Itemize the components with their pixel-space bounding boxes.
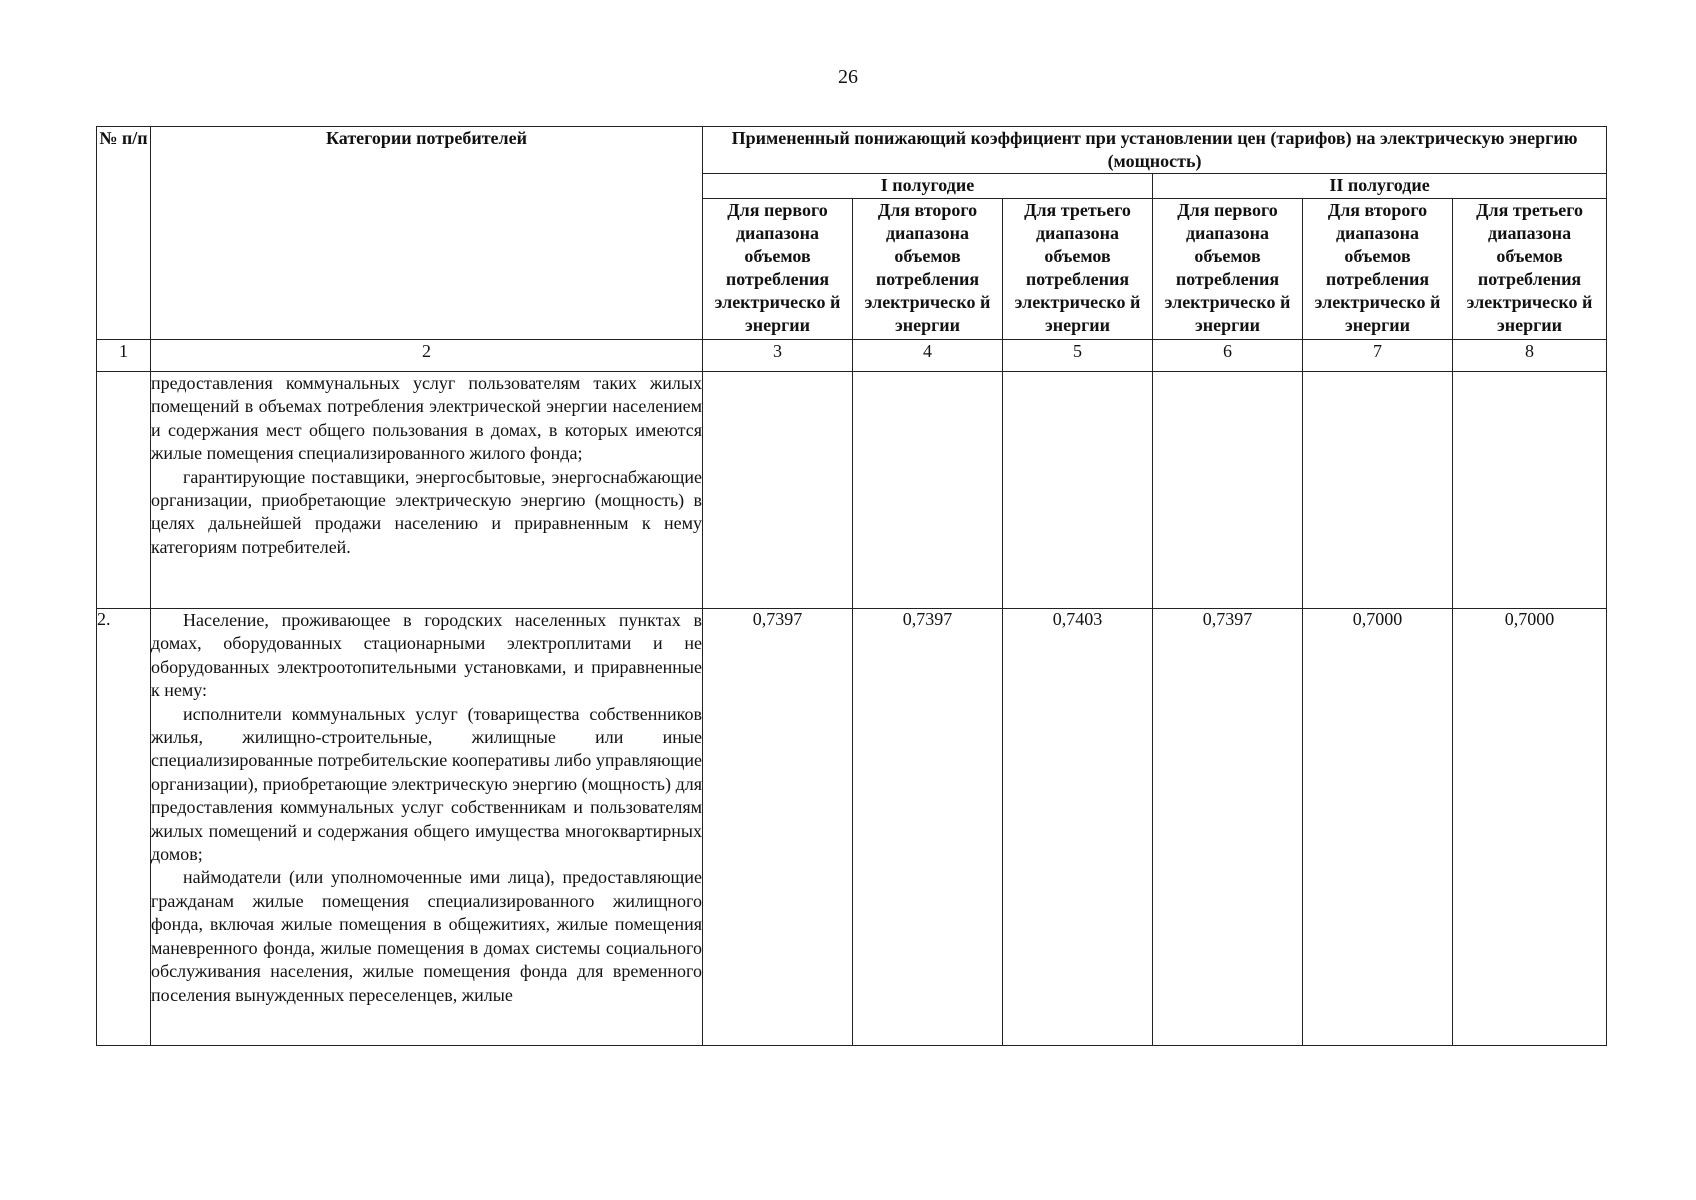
row-number: 2. [97, 609, 151, 1046]
column-number: 5 [1003, 340, 1153, 372]
coefficient-value: 0,7403 [1003, 609, 1153, 1046]
page-number: 26 [838, 66, 858, 88]
header-half-year-2: II полугодие [1153, 174, 1607, 199]
category-paragraph: исполнители коммунальных услуг (товарищества собственников жилья, жилищно-строительные, жилищные или иные специализированные потребительские кооперативы либо управляющие организации), приобретающие электрическую энергию (мощность) для предоставления коммунальных услуг собственникам и пользователям жилых помещений и содержания общего имущества многоквартирных домов; [151, 703, 702, 865]
category-paragraph: предоставления коммунальных услуг пользователям таких жилых помещений в объемах потребления электрической энергии населением и содержания мест общего пользования в домах, в которых имеются жилые помещения специализированного жилого фонда; [151, 373, 702, 464]
coefficient-value: 0,7000 [1303, 609, 1453, 1046]
header-category: Категории потребителей [151, 127, 703, 340]
coefficient-value [1003, 372, 1153, 609]
column-number: 2 [151, 340, 703, 372]
table-row [97, 609, 1607, 1046]
column-number: 4 [853, 340, 1003, 372]
coefficient-value [703, 372, 853, 609]
header-coefficient: Примененный понижающий коэффициент при установлении цен (тарифов) на электрическую энергию (мощность) [703, 127, 1607, 174]
column-number: 7 [1303, 340, 1453, 372]
category-paragraph: гарантирующие поставщики, энергосбытовые, энергоснабжающие организации, приобретающие электрическую энергию (мощность) в целях дальнейшей продажи населению и приравненным к нему категориям потребителей. [151, 466, 702, 557]
row-number [97, 372, 151, 609]
category-paragraph: наймодатели (или уполномоченные ими лица), предоставляющие гражданам жилые помещения специализированного жилищного фонда, включая жилые помещения в общежитиях, жилые помещения маневренного фонда, жилые помещения в домах системы социального обслуживания населения, жилые помещения фонда для временного поселения вынужденных переселенцев, жилые [151, 867, 702, 1005]
tariff-coefficient-table [96, 126, 1607, 1046]
coefficient-value: 0,7397 [703, 609, 853, 1046]
coefficient-value: 0,7397 [853, 609, 1003, 1046]
column-number: 8 [1453, 340, 1607, 372]
coefficient-value [1153, 372, 1303, 609]
header-range-3-h2: Для третьего диапазона объемов потребления электрическо й энергии [1453, 199, 1607, 340]
category-description [151, 609, 703, 1046]
coefficient-value [1453, 372, 1607, 609]
coefficient-value: 0,7000 [1453, 609, 1607, 1046]
coefficient-value [1303, 372, 1453, 609]
header-range-1-h2: Для первого диапазона объемов потребления электрическо й энергии [1153, 199, 1303, 340]
column-number-row [97, 340, 1607, 372]
column-number: 6 [1153, 340, 1303, 372]
coefficient-value: 0,7397 [1153, 609, 1303, 1046]
coefficient-value [853, 372, 1003, 609]
header-row-number: № п/п [97, 127, 151, 340]
header-half-year-1: I полугодие [703, 174, 1153, 199]
header-range-3-h1: Для третьего диапазона объемов потребления электрическо й энергии [1003, 199, 1153, 340]
column-number: 1 [97, 340, 151, 372]
header-range-2-h2: Для второго диапазона объемов потребления электрическо й энергии [1303, 199, 1453, 340]
table-row [97, 372, 1607, 609]
header-range-2-h1: Для второго диапазона объемов потребления электрическо й энергии [853, 199, 1003, 340]
column-number: 3 [703, 340, 853, 372]
category-paragraph: Население, проживающее в городских населенных пунктах в домах, оборудованных стационарными электроплитами и не оборудованных электроотопительными установками, и приравненные к нему: [151, 610, 702, 701]
category-description [151, 372, 703, 609]
header-range-1-h1: Для первого диапазона объемов потребления электрическо й энергии [703, 199, 853, 340]
